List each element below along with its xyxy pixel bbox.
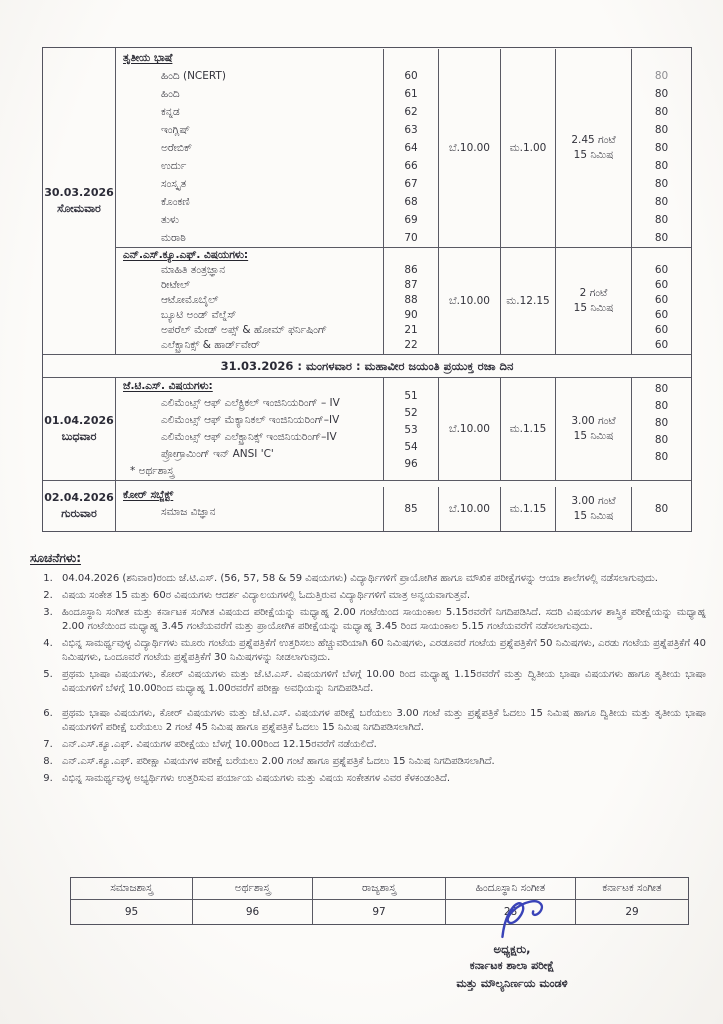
alt-subject-header: ಅರ್ಥಶಾಸ್ತ್ರ	[193, 878, 313, 899]
exam-date: 02.04.2026	[44, 491, 114, 504]
marks-column	[632, 487, 691, 531]
subject-code: 62	[404, 106, 418, 118]
signature-mark	[487, 892, 557, 944]
duration-minutes: 15 ನಿಮಿಷ	[573, 302, 614, 314]
duration-minutes: 15 ನಿಮಿಷ	[573, 430, 614, 442]
alt-subject-code: 29	[625, 906, 639, 918]
signatory-title: ಅಧ್ಯಕ್ಷರು,	[493, 942, 531, 956]
subject-name: ಆಟೋಮೊಬೈಲ್	[161, 294, 219, 306]
alt-subject-header: ರಾಜ್ಯಶಾಸ್ತ್ರ	[313, 878, 446, 899]
start-time: ಬೆ.10.00	[439, 49, 501, 247]
section-third-language	[116, 48, 691, 247]
date-cell	[43, 378, 116, 480]
subject-code: 53	[404, 424, 418, 436]
subject-marks: 80	[654, 383, 669, 395]
note-item: 6. ಪ್ರಥಮ ಭಾಷಾ ವಿಷಯಗಳು, ಕೋರ್ ವಿಷಯಗಳು ಮತ್ತು ಜೆ.ಟಿ.ಎಸ್. ವಿಷಯಗಳ ಪರೀಕ್ಷೆ ಬರೆಯಲು 3.00 ಗಂಟೆ ಮತ್ತು ಪ್ರಶ್ನೆಪತ್ರಿಕೆ ಓದಲು 15 ನಿಮಿಷ ಹಾಗೂ ದ್ವಿತೀಯ ಮತ್ತು ತೃತೀಯ ಭಾಷಾ ವಿಷಯಗಳಿಗೆ ಪರೀಕ್ಷೆ ಬರೆಯಲು 2 ಗಂಟೆ 45 ನಿಮಿಷ ಹಾಗೂ ಪ್ರಶ್ನೆಪತ್ರಿಕೆ ಓದಲು 15 ನಿಮಿಷ ನಿಗದಿಪಡಿಸಲಾಗಿದೆ.	[56, 707, 706, 735]
subject-name: ಎಲಿಮೆಂಟ್ಸ್ ಆಫ್ ಎಲೆಕ್ಟ್ರಾನಿಕ್ಸ್ ಇಂಜಿನಿಯರಿಂಗ್–IV	[161, 431, 337, 443]
subject-marks: 80	[654, 434, 669, 446]
subject-code: 64	[404, 142, 418, 154]
subject-code: 90	[404, 309, 418, 321]
section-header: ಕೋರ್ ಸಬ್ಜೆಕ್ಟ್	[123, 489, 174, 501]
subject-name: ಸಂಸ್ಕೃತ	[161, 178, 187, 190]
subject-marks: 60	[654, 264, 669, 276]
subject-marks: 80	[654, 417, 669, 429]
subject-name: * ಅರ್ಥಶಾಸ್ತ್ರ	[130, 465, 174, 477]
alt-subject-code: 96	[193, 900, 313, 924]
signatory-org-line1: ಕರ್ನಾಟಕ ಶಾಲಾ ಪರೀಕ್ಷೆ	[469, 959, 555, 972]
subject-name: ಕೊಂಕಣಿ	[161, 196, 190, 208]
subject-code: 63	[404, 124, 418, 136]
exam-date: 30.03.2026	[44, 186, 114, 199]
subject-marks: 80	[654, 124, 669, 136]
end-time: ಮ.1.00	[501, 49, 556, 247]
subject-code: 87	[404, 279, 418, 291]
subject-code: 67	[404, 178, 418, 190]
subject-code: 21	[404, 324, 418, 336]
subject-name: ಸಮಾಜ ವಿಜ್ಞಾನ	[161, 506, 216, 518]
subject-code: 70	[404, 232, 418, 244]
exam-day: ಬುಧವಾರ	[61, 430, 97, 443]
alt-subject-header: ಹಿಂದೂಸ್ಥಾನಿ ಸಂಗೀತ	[446, 878, 576, 899]
subject-name: ಉರ್ದು	[161, 160, 187, 172]
end-time: ಮ.1.15	[501, 378, 556, 480]
signatory-org-line2: ಮತ್ತು ಮೌಲ್ಯನಿರ್ಣಯ ಮಂಡಳಿ	[456, 977, 568, 990]
subject-code: 88	[404, 294, 418, 306]
subject-name: ಪ್ರೋಗ್ರಾಮಿಂಗ್ ಇನ್ ANSI 'C'	[161, 448, 274, 460]
subject-marks: 80	[654, 214, 669, 226]
subject-name: ಅರೇಬಿಕ್	[161, 142, 193, 154]
subject-marks: 60	[654, 279, 669, 291]
date-cell	[43, 481, 116, 531]
duration-cell	[556, 49, 632, 247]
subject-name: ಮಾಹಿತಿ ತಂತ್ರಜ್ಞಾನ	[161, 264, 226, 276]
subject-code: 96	[404, 458, 418, 470]
timetable-block-30-03	[43, 48, 691, 354]
subject-name: ಎಲೆಕ್ಟ್ರಾನಿಕ್ಸ್ & ಹಾರ್ಡ್‌ವೇರ್	[161, 339, 260, 351]
subject-marks: 60	[654, 339, 669, 351]
subject-marks: 60	[654, 324, 669, 336]
subject-name: ತುಳು	[161, 214, 179, 226]
subject-code: 22	[404, 339, 418, 351]
subject-column	[116, 378, 384, 480]
note-item: 5. ಪ್ರಥಮ ಭಾಷಾ ವಿಷಯಗಳು, ಕೋರ್ ವಿಷಯಗಳು ಮತ್ತು ಜೆ.ಟಿ.ಎಸ್. ವಿಷಯಗಳಿಗೆ ಬೆಳಗ್ಗೆ 10.00 ರಿಂದ ಮಧ್ಯಾಹ್ನ 1.15ರವರೆಗೆ ಮತ್ತು ದ್ವಿತೀಯ ಭಾಷಾ ವಿಷಯಗಳು ಹಾಗೂ ತೃತೀಯ ಭಾಷಾ ವಿಷಯಗಳಿಗೆ ಬೆಳಗ್ಗೆ 10.00ರಿಂದ ಮಧ್ಯಾಹ್ನ 1.00ರವರೆಗೆ ಪರೀಕ್ಷಾ ಅವಧಿಯನ್ನು ನಿಗದಿಪಡಿಸಿದೆ.	[56, 668, 706, 696]
alt-subject-header: ಕರ್ನಾಟಕ ಸಂಗೀತ	[602, 882, 662, 894]
duration-cell	[556, 378, 632, 480]
notes-section	[30, 551, 706, 877]
subject-code: 85	[404, 502, 418, 515]
notes-title: ಸೂಚನೆಗಳು:	[30, 551, 81, 565]
subject-name: ಅಪರೆಲ್ ಮೇಡ್ ಅಪ್ಸ್ & ಹೋಮ್ ಫರ್ನಿಷಿಂಗ್	[161, 324, 327, 336]
subject-name: ಕನ್ನಡ	[161, 106, 180, 118]
duration-hours: 3.00 ಗಂಟೆ	[571, 495, 616, 507]
subject-marks: 80	[654, 160, 669, 172]
start-time: ಬೆ.10.00	[439, 248, 501, 354]
notes-list	[30, 572, 706, 786]
exam-date: 01.04.2026	[44, 414, 114, 427]
subject-code: 86	[404, 264, 418, 276]
subject-code: 60	[404, 70, 418, 82]
date-cell	[43, 48, 116, 354]
subject-name: ಹಿಂದಿ (NCERT)	[161, 70, 226, 82]
timetable-block-01-04	[43, 377, 691, 480]
duration-minutes: 15 ನಿಮಿಷ	[573, 149, 614, 161]
duration-cell	[556, 487, 632, 531]
subject-name: ಎಲಿಮೆಂಟ್ಸ್ ಆಫ್ ಎಲೆಕ್ಟ್ರಿಕಲ್ ಇಂಜಿನಿಯರಿಂಗ್ – IV	[161, 397, 340, 409]
start-time: ಬೆ.10.00	[439, 378, 501, 480]
subject-marks: 80	[654, 178, 669, 190]
duration-hours: 3.00 ಗಂಟೆ	[571, 415, 616, 427]
code-column	[384, 487, 439, 531]
section-header: ತೃತೀಯ ಭಾಷೆ	[123, 52, 173, 64]
note-item: 1. 04.04.2026 (ಶನಿವಾರ)ರಂದು ಜೆ.ಟಿ.ಎಸ್. (56, 57, 58 & 59 ವಿಷಯಗಳು) ವಿದ್ಯಾರ್ಥಿಗಳಿಗೆ ಪ್ರಾಯೋಗಿಕ ಹಾಗೂ ಮೌಖಿಕ ಪರೀಕ್ಷೆಗಳನ್ನು ಆಯಾ ಶಾಲೆಗಳಲ್ಲಿ ನಡೆಸಲಾಗುವುದು.	[56, 572, 706, 586]
subject-name: ಹಿಂದಿ	[161, 88, 180, 100]
signature-block	[398, 896, 626, 993]
alt-subject-header: ಸಮಾಜಶಾಸ್ತ್ರ	[71, 878, 193, 899]
subject-marks: 80	[654, 142, 669, 154]
section-jts	[116, 378, 691, 480]
code-column	[384, 248, 439, 354]
exam-day: ಸೋಮವಾರ	[57, 202, 101, 215]
subject-name: ಎಲಿಮೆಂಟ್ಸ್ ಆಫ್ ಮೆಕ್ಯಾನಿಕಲ್ ಇಂಜಿನಿಯರಿಂಗ್–IV	[161, 414, 340, 426]
note-item: 3. ಹಿಂದೂಸ್ಥಾನಿ ಸಂಗೀತ ಮತ್ತು ಕರ್ನಾಟಕ ಸಂಗೀತ ವಿಷಯದ ಪರೀಕ್ಷೆಯನ್ನು ಮಧ್ಯಾಹ್ನ 2.00 ಗಂಟೆಯಿಂದ ಸಾಯಂಕಾಲ 5.15ರವರೆಗೆ ನಿಗದಿಪಡಿಸಿದೆ. ಸದರಿ ವಿಷಯಗಳ ಶಾಸ್ತ್ರಿಕ ಪರೀಕ್ಷೆಯನ್ನು ಮಧ್ಯಾಹ್ನ 2.00 ಗಂಟೆಯಿಂದ ಮಧ್ಯಾಹ್ನ 3.45 ಗಂಟೆಯವರೆಗೆ ಮತ್ತು ಪ್ರಾಯೋಗಿಕ ಪರೀಕ್ಷೆಯನ್ನು ಮಧ್ಯಾಹ್ನ 3.45 ರಿಂದ ಸಾಯಂಕಾಲ 5.15 ಗಂಟೆಯವರೆಗೆ ನಡೆಸಲಾಗುವುದು.	[56, 606, 706, 634]
subject-name: ಮರಾಠಿ	[161, 232, 186, 244]
subject-code: 69	[404, 214, 418, 226]
duration-hours: 2.45 ಗಂಟೆ	[571, 134, 616, 146]
subject-code: 51	[404, 390, 418, 402]
subject-marks: 80	[654, 451, 669, 463]
note-item: 4. ವಿಭಿನ್ನ ಸಾಮರ್ಥ್ಯವುಳ್ಳ ವಿದ್ಯಾರ್ಥಿಗಳು ಮೂರು ಗಂಟೆಯ ಪ್ರಶ್ನೆಪತ್ರಿಕೆಗೆ ಉತ್ತರಿಸಲು ಹೆಚ್ಚುವರಿಯಾಗಿ 60 ನಿಮಿಷಗಳು, ಎರಡೂವರೆ ಗಂಟೆಯ ಪ್ರಶ್ನೆಪತ್ರಿಕೆಗೆ 50 ನಿಮಿಷಗಳು, ಎರಡು ಗಂಟೆಯ ಪ್ರಶ್ನೆಪತ್ರಿಕೆಗೆ 40 ನಿಮಿಷಗಳು, ಒಂದೂವರೆ ಗಂಟೆಯ ಪ್ರಶ್ನೆಪತ್ರಿಕೆಗೆ 30 ನಿಮಿಷಗಳನ್ನು ನೀಡಲಾಗುವುದು.	[56, 637, 706, 665]
exam-day: ಗುರುವಾರ	[61, 507, 97, 520]
subject-code: 66	[404, 160, 418, 172]
code-column	[384, 378, 439, 480]
note-item: 9. ವಿಭಿನ್ನ ಸಾಮರ್ಥ್ಯವುಳ್ಳ ಅಭ್ಯರ್ಥಿಗಳು ಉತ್ತರಿಸುವ ಪರ್ಯಾಯ ವಿಷಯಗಳು ಮತ್ತು ವಿಷಯ ಸಂಕೇತಗಳ ವಿವರ ಕೆಳಕಂಡಂತಿದೆ.	[56, 772, 706, 786]
code-column	[384, 49, 439, 247]
note-item: 2. ವಿಷಯ ಸಂಕೇತ 15 ಮತ್ತು 60ರ ವಿಷಯಗಳು ಆದರ್ಶ ವಿದ್ಯಾಲಯಗಳಲ್ಲಿ ಓದುತ್ತಿರುವ ವಿದ್ಯಾರ್ಥಿಗಳಿಗೆ ಮಾತ್ರ ಅನ್ವಯವಾಗುತ್ತವೆ.	[56, 589, 706, 603]
timetable-block-02-04	[43, 480, 691, 531]
duration-cell	[556, 248, 632, 354]
subject-name: ಇಂಗ್ಲಿಷ್	[161, 124, 191, 136]
section-header: ಎನ್.ಎಸ್.ಕ್ಯೂ.ಎಫ್. ವಿಷಯಗಳು:	[123, 249, 249, 261]
subject-name: ರೀಟೇಲ್	[161, 279, 191, 291]
marks-column	[632, 378, 691, 480]
marks-column	[632, 248, 691, 354]
duration-hours: 2 ಗಂಟೆ	[579, 287, 608, 299]
end-time: ಮ.1.15	[501, 487, 556, 531]
section-nsqf	[116, 247, 691, 354]
subject-marks: 80	[654, 502, 669, 515]
note-item: 8. ಎನ್.ಎಸ್.ಕ್ಯೂ.ಎಫ್. ಪರೀಕ್ಷಾ ವಿಷಯಗಳ ಪರೀಕ್ಷೆ ಬರೆಯಲು 2.00 ಗಂಟೆ ಹಾಗೂ ಪ್ರಶ್ನೆಪತ್ರಿಕೆ ಓದಲು 15 ನಿಮಿಷ ನಿಗದಿಪಡಿಸಲಾಗಿದೆ.	[56, 755, 706, 769]
alt-subject-code: 97	[313, 900, 446, 924]
section-core-subject	[116, 481, 691, 531]
alt-subject-code: 95	[71, 900, 193, 924]
subject-marks: 80	[654, 232, 669, 244]
subject-column	[116, 248, 384, 354]
holiday-row: 31.03.2026 : ಮಂಗಳವಾರ : ಮಹಾವೀರ ಜಯಂತಿ ಪ್ರಯುಕ್ತ ರಜಾ ದಿನ	[43, 354, 691, 377]
alt-subject-code: 28	[446, 900, 576, 924]
subject-name: ಬ್ಯೂಟಿ ಅಂಡ್ ವೆಲ್ನೆಸ್	[161, 309, 237, 321]
subject-marks: 80	[654, 106, 669, 118]
subject-code: 54	[404, 441, 418, 453]
subject-marks: 60	[654, 309, 669, 321]
exam-timetable-table	[42, 47, 692, 532]
start-time: ಬೆ.10.00	[439, 487, 501, 531]
subject-marks: 80	[654, 400, 669, 412]
subject-column	[116, 487, 384, 531]
subject-code: 52	[404, 407, 418, 419]
subject-marks: 80	[654, 88, 669, 100]
marks-column	[632, 49, 691, 247]
subject-marks: 80	[654, 70, 669, 82]
subject-marks: 80	[654, 196, 669, 208]
subject-code: 61	[404, 88, 418, 100]
section-header: ಜೆ.ಟಿ.ಎಸ್. ವಿಷಯಗಳು:	[123, 380, 213, 392]
end-time: ಮ.12.15	[501, 248, 556, 354]
subject-column	[116, 49, 384, 247]
subject-code: 68	[404, 196, 418, 208]
note-item: 7. ಎನ್.ಎಸ್.ಕ್ಯೂ.ಎಫ್. ವಿಷಯಗಳ ಪರೀಕ್ಷೆಯು ಬೆಳಗ್ಗೆ 10.00ರಿಂದ 12.15ರವರೆಗೆ ನಡೆಯಲಿದೆ.	[56, 738, 706, 752]
duration-minutes: 15 ನಿಮಿಷ	[573, 510, 614, 522]
subject-marks: 60	[654, 294, 669, 306]
